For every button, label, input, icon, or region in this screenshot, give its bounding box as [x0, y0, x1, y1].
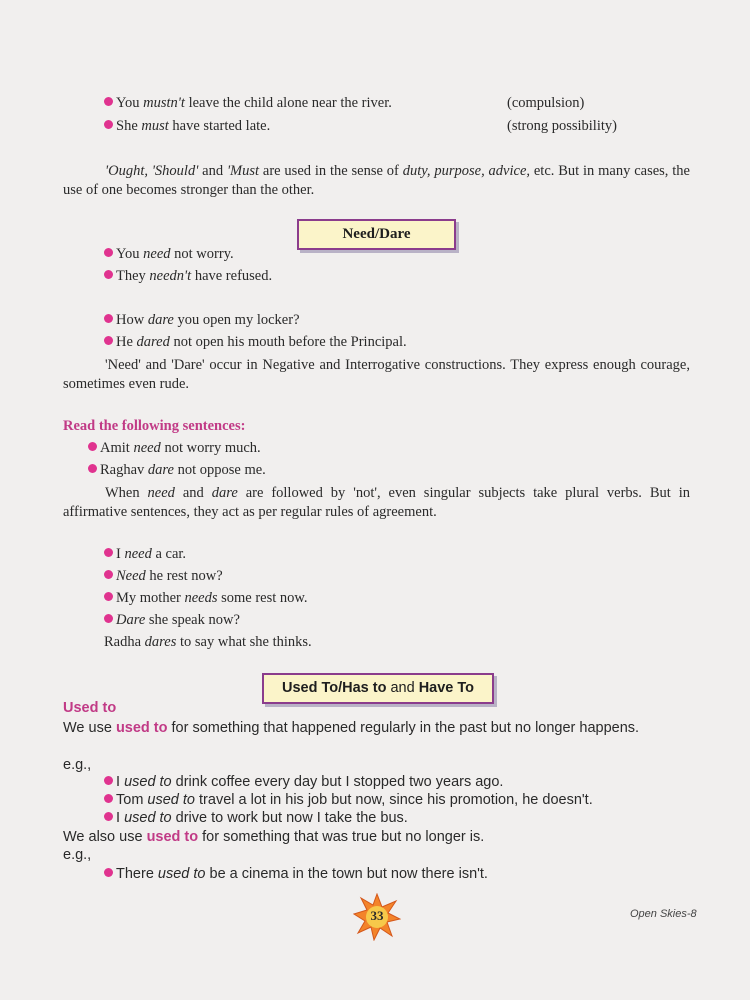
bullet-icon — [104, 97, 113, 106]
paragraph: When need and dare are followed by 'not', even singular subjects take plural verbs. But in affirmative sentences, they act as per regular rules of agreement. — [63, 485, 691, 520]
page-number: 33 — [370, 908, 384, 923]
bullet-icon — [104, 868, 113, 877]
example-row: You mustn't leave the child alone near the river. — [104, 95, 392, 112]
example-row: Raghav dare not oppose me. — [88, 462, 266, 479]
bullet-icon — [104, 592, 113, 601]
bullet-icon — [104, 270, 113, 279]
example-row: She must have started late. — [104, 118, 270, 135]
bullet-icon — [104, 776, 113, 785]
example-row: How dare you open my locker? — [104, 312, 300, 329]
example-row: You need not worry. — [104, 246, 234, 263]
bullet-icon — [104, 120, 113, 129]
bullet-icon — [104, 314, 113, 323]
bullet-icon — [104, 794, 113, 803]
example-row: Amit need not worry much. — [88, 440, 261, 457]
example-row: They needn't have refused. — [104, 268, 272, 285]
paragraph: 'Ought, 'Should' and 'Must are used in the sense of duty, purpose, advice, etc. But in many cases, the use of one becomes stronger than the other. — [63, 163, 690, 198]
section-subheading: Used to — [63, 700, 117, 716]
example-row: I used to drive to work but now I take the bus. — [104, 810, 408, 826]
section-heading-used-to: Used To/Has to and Have To — [262, 673, 494, 704]
book-title: Open Skies-8 — [630, 908, 697, 920]
eg-label: e.g., — [63, 847, 92, 863]
bullet-icon — [104, 812, 113, 821]
paragraph: 'Need' and 'Dare' occur in Negative and Interrogative constructions. They express enough courage, sometimes even rude. — [63, 357, 690, 392]
bullet-icon — [104, 248, 113, 257]
paragraph: We use used to for something that happened regularly in the past but no longer happens. — [63, 720, 640, 736]
example-row: Radha dares to say what she thinks. — [104, 634, 312, 650]
example-row: My mother needs some rest now. — [104, 590, 308, 607]
bullet-icon — [104, 336, 113, 345]
eg-label: e.g., — [63, 757, 92, 773]
bullet-icon — [88, 464, 97, 473]
example-row: He dared not open his mouth before the Principal. — [104, 334, 407, 351]
section-subheading: Read the following sentences: — [63, 418, 246, 434]
example-row: Dare she speak now? — [104, 612, 240, 629]
example-row: I need a car. — [104, 546, 186, 563]
example-note: (compulsion) — [507, 95, 585, 111]
example-row: Need he rest now? — [104, 568, 223, 585]
section-heading-need-dare: Need/Dare — [297, 219, 456, 250]
example-note: (strong possibility) — [507, 118, 617, 134]
bullet-icon — [88, 442, 97, 451]
bullet-icon — [104, 614, 113, 623]
page-number-badge — [353, 893, 401, 941]
bullet-icon — [104, 570, 113, 579]
bullet-icon — [104, 548, 113, 557]
paragraph: We also use used to for something that was true but no longer is. — [63, 829, 485, 845]
example-row: I used to drink coffee every day but I stopped two years ago. — [104, 774, 503, 790]
example-row: Tom used to travel a lot in his job but now, since his promotion, he doesn't. — [104, 792, 593, 808]
example-row: There used to be a cinema in the town but now there isn't. — [104, 866, 488, 882]
